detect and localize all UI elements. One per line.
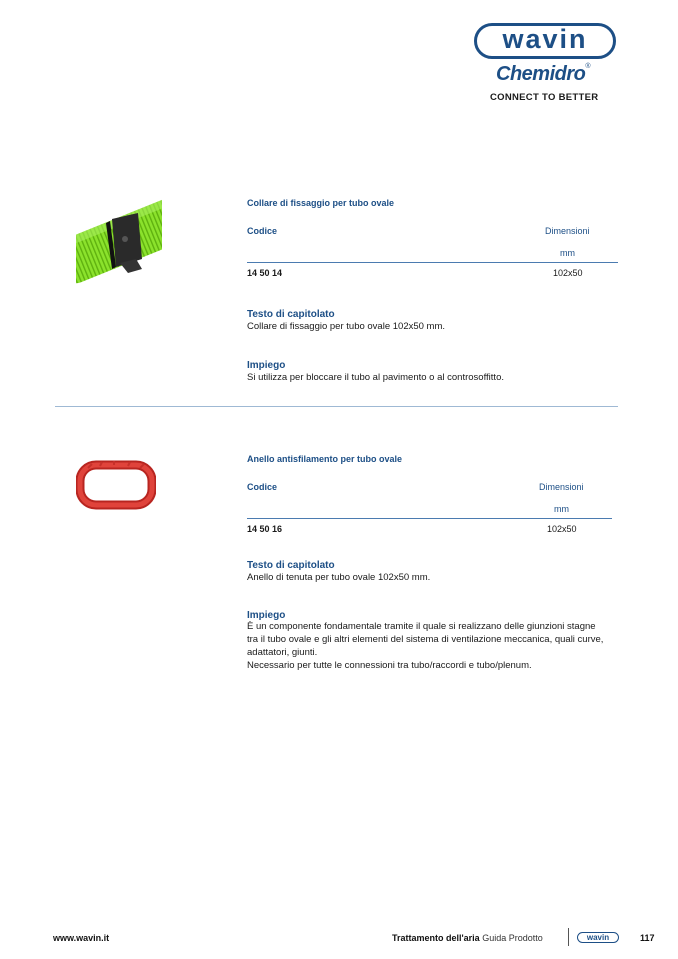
footer-website[interactable]: www.wavin.it xyxy=(53,933,110,943)
table-header-code: Codice xyxy=(247,226,278,236)
product-title: Collare di fissaggio per tubo ovale xyxy=(247,198,395,208)
table-header-unit: mm xyxy=(554,504,569,514)
table-rule xyxy=(247,262,618,263)
product-image-collar xyxy=(76,197,162,286)
spec-title: Testo di capitolato xyxy=(247,560,335,571)
footer-logo-text: wavin xyxy=(586,932,610,942)
table-header-dimensions: Dimensioni xyxy=(545,226,590,236)
use-text-line: tra il tubo ovale e gli altri elementi del sistema di ventilazione meccanica, quali curve, xyxy=(247,634,604,645)
footer-section-name: Trattamento dell'aria xyxy=(392,933,480,943)
chemidro-logo xyxy=(496,63,606,87)
footer-wavin-logo xyxy=(577,932,619,943)
spec-text: Anello di tenuta per tubo ovale 102x50 mm. xyxy=(247,572,431,583)
registered-mark: ® xyxy=(585,63,591,70)
table-rule xyxy=(247,518,612,519)
wavin-logo xyxy=(474,23,616,59)
product-image-ring xyxy=(76,460,156,510)
use-title: Impiego xyxy=(247,610,286,621)
table-cell-dimension: 102x50 xyxy=(547,524,577,534)
table-header-unit: mm xyxy=(560,248,575,258)
page-number: 117 xyxy=(640,933,655,943)
footer-section xyxy=(392,933,543,943)
chemidro-logo-text: Chemidro xyxy=(496,63,586,85)
footer-divider xyxy=(568,928,569,946)
table-cell-code: 14 50 14 xyxy=(247,268,283,278)
footer-guide: Guida Prodotto xyxy=(482,933,543,943)
table-header-code: Codice xyxy=(247,482,278,492)
tagline: CONNECT TO BETTER xyxy=(490,92,599,103)
spec-title: Testo di capitolato xyxy=(247,309,335,320)
spec-text: Collare di fissaggio per tubo ovale 102x50 mm. xyxy=(247,321,446,332)
table-header-dimensions: Dimensioni xyxy=(539,482,584,492)
use-text-line: adattatori, giunti. xyxy=(247,647,318,658)
use-text-line: È un componente fondamentale tramite il quale si realizzano delle giunzioni stagne xyxy=(247,621,596,632)
product-title: Anello antisfilamento per tubo ovale xyxy=(247,454,403,464)
use-text-line: Si utilizza per bloccare il tubo al pavimento o al controsoffitto. xyxy=(247,372,504,383)
table-cell-code: 14 50 16 xyxy=(247,524,283,534)
use-text-line: Necessario per tutte le connessioni tra tubo/raccordi e tubo/plenum. xyxy=(247,660,532,671)
use-title: Impiego xyxy=(247,360,286,371)
section-divider xyxy=(55,406,618,407)
wavin-logo-text: wavin xyxy=(502,24,588,54)
table-cell-dimension: 102x50 xyxy=(553,268,583,278)
